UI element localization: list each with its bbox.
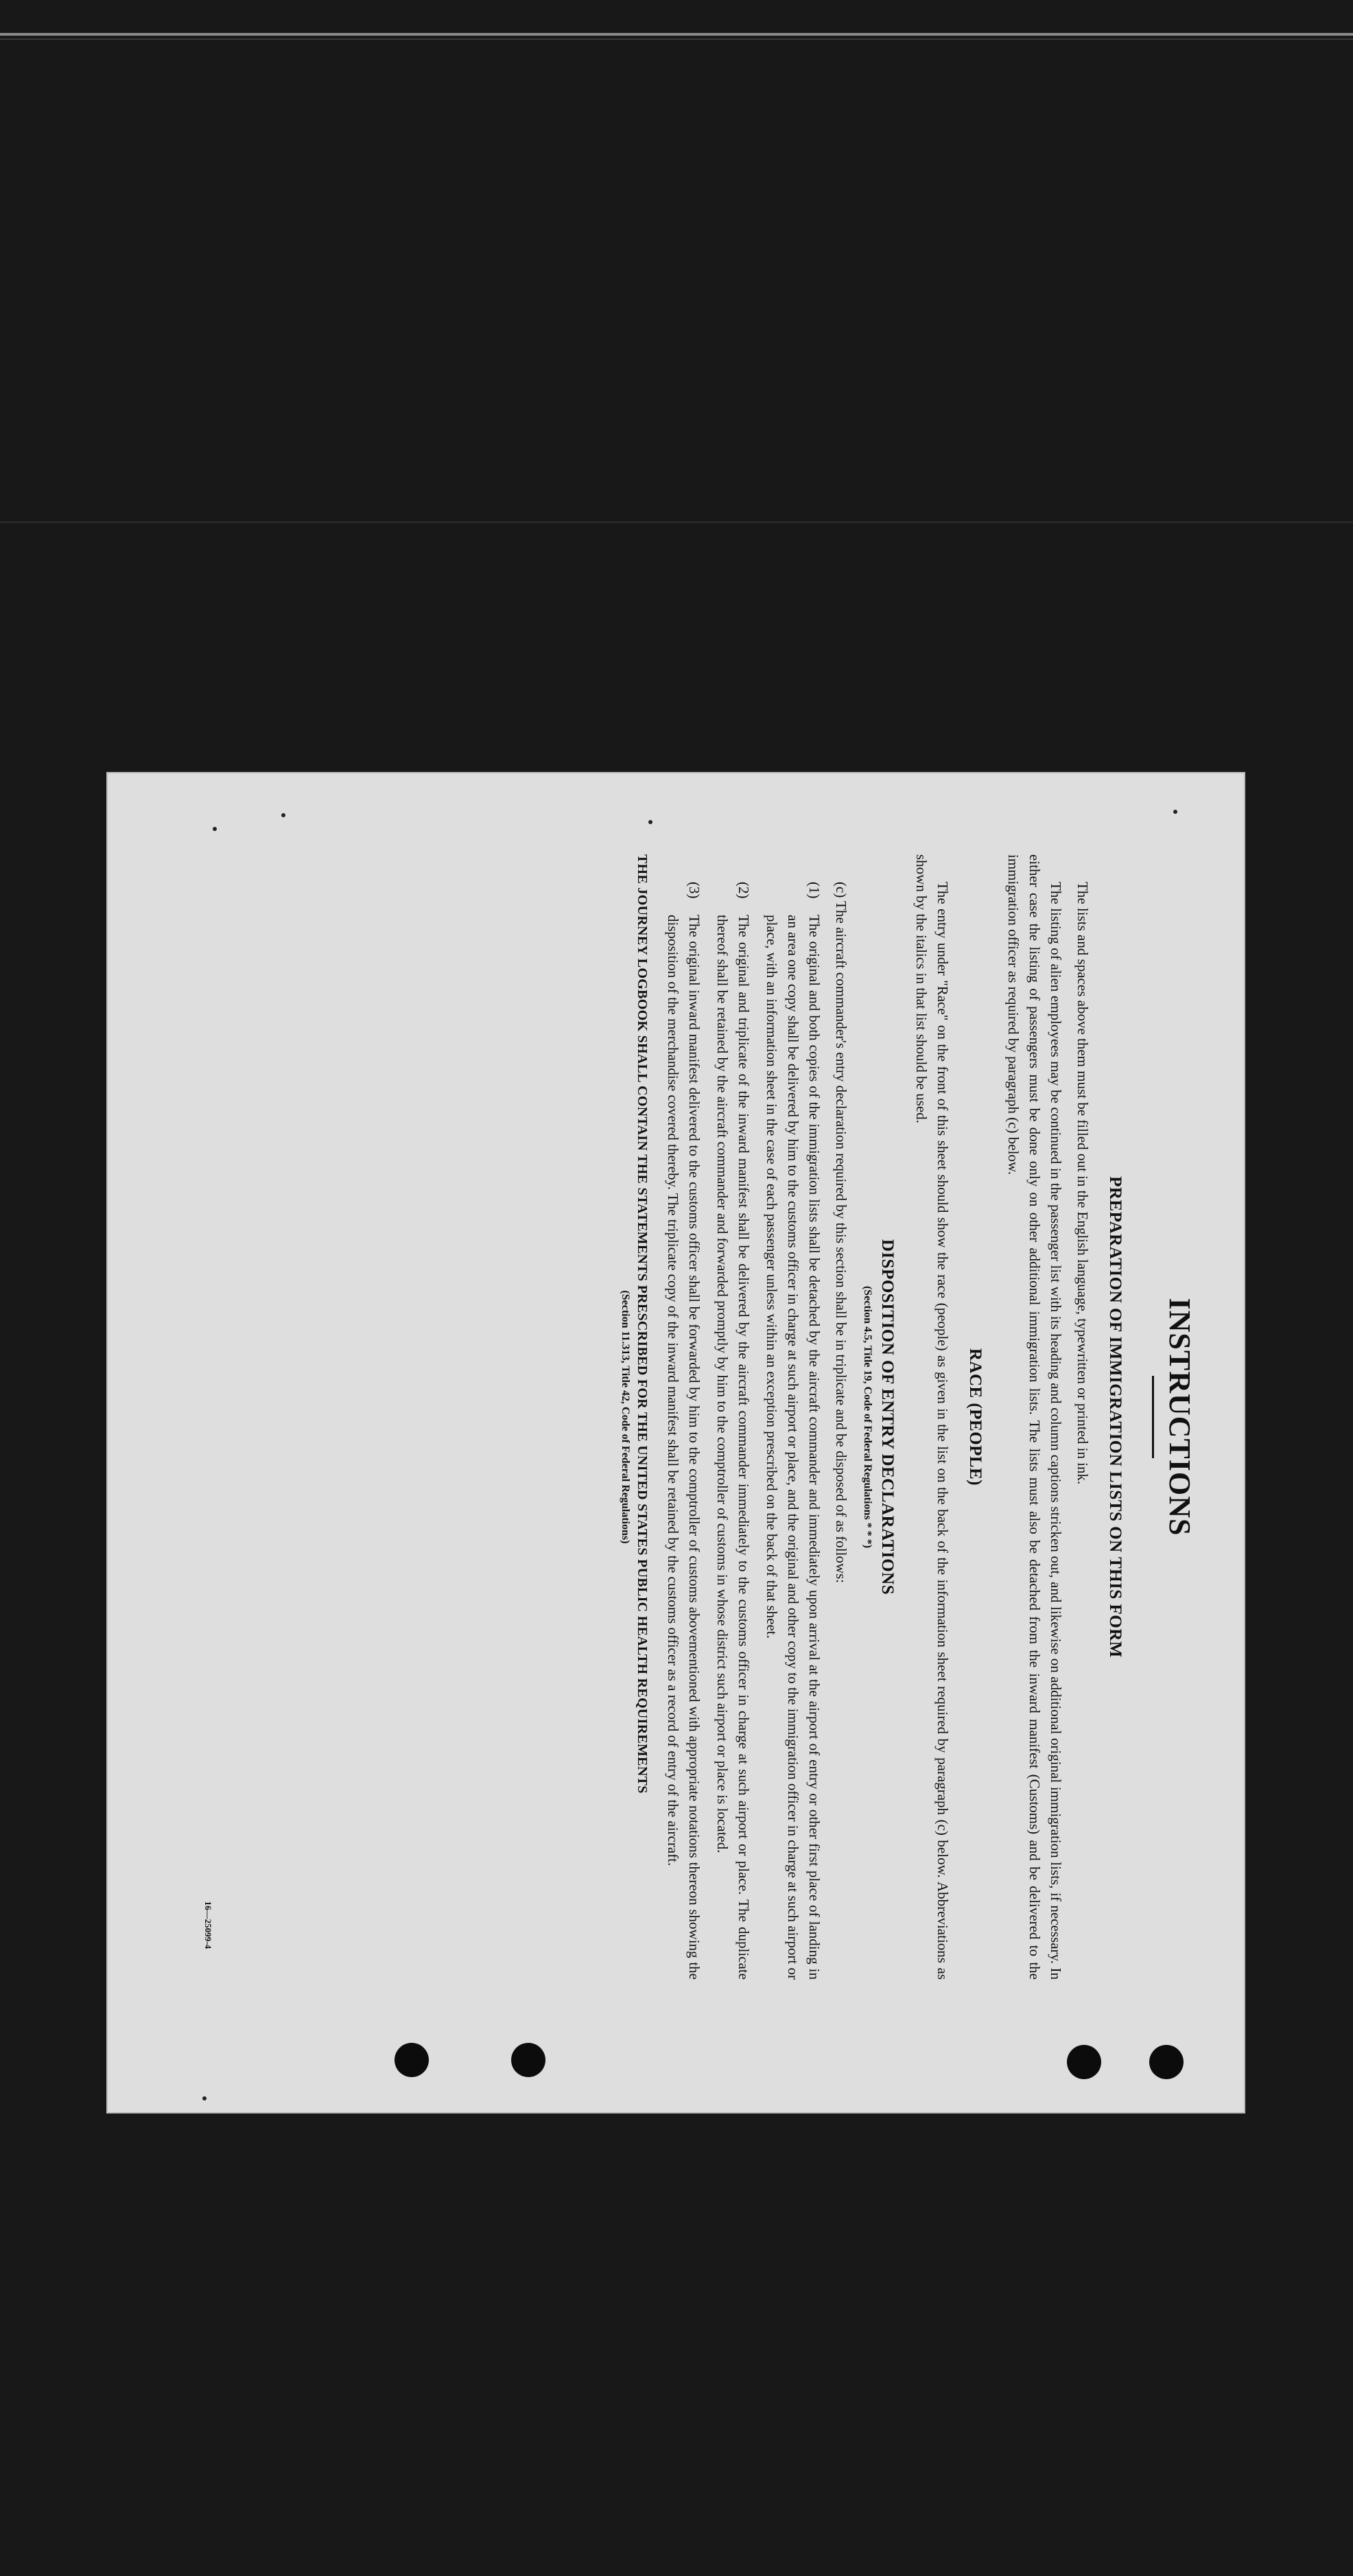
item-number: (1): [806, 882, 823, 899]
film-scratch-line: [0, 522, 1353, 523]
list-item: [711, 882, 754, 1980]
instructions-body: [619, 854, 1197, 1980]
item-text: The original and triplicate of the inward manifest shall be delivered by the aircraft commander immediately to the customs officer in charge at such airport or place. The duplicate thereof shall be retained by the aircraft commander and forwarded promptly by him to the comptroller of customs in whose district such airport or place is located.: [714, 915, 752, 1980]
rotated-page-content: [106, 772, 1245, 2114]
title-underline: [1152, 1376, 1154, 1458]
preparation-heading: PREPARATION OF IMMIGRATION LISTS ON THIS FORM: [1106, 1176, 1125, 1658]
film-edge-shadow: [0, 38, 1353, 40]
list-item: [761, 882, 825, 1980]
preparation-paragraph-1: The lists and spaces above them must be filled out in the English language, typewritten or printed in ink.: [1074, 882, 1091, 1485]
form-number: 16—25099-4: [203, 1901, 213, 1949]
journey-citation: (Section 11.313, Title 42, Code of Federal Regulations): [620, 1290, 631, 1544]
item-text: The original inward manifest delivered to the customs officer shall be forwarded by him to the comptroller of customs abovementioned with appropriate notations thereon showing the disposition of the merchandise covered thereby. The triplicate copy of the inward manifest shall be retained by the customs officer as a record of entry of the aircraft.: [665, 915, 703, 1980]
disposition-heading: DISPOSITION OF ENTRY DECLARATIONS: [878, 1239, 897, 1595]
journey-logbook-statement: THE JOURNEY LOGBOOK SHALL CONTAIN THE STATEMENTS PRESCRIBED FOR THE UNITED STATES PUBLIC HEALTH REQUIREMENTS: [635, 854, 650, 1794]
race-paragraph: The entry under "Race" on the front of this sheet should show the race (people) as given in the list on the back of the information sheet required by paragraph (c) below. Abbreviations as shown by the italics in that list should be used.: [913, 854, 951, 1980]
film-edge: [0, 33, 1353, 36]
list-item: [662, 882, 705, 1980]
item-text: The original and both copies of the immigration lists shall be detached by the aircraft commander and immediately upon arrival at the airport of entry or other first place of landing in an area one copy shall be delivered by him to the customs officer in charge at such airport or place, and the original and other copy to the immigration officer in charge at such airport or place, with an information sheet in the case of each passenger unless within an exception prescribed on the back of that sheet.: [764, 915, 823, 1980]
disposition-citation: (Section 4.5, Title 19, Code of Federal Regulations * * *): [862, 1285, 873, 1549]
item-number: (2): [736, 882, 752, 899]
preparation-paragraph-2: The listing of alien employees may be continued in the passenger list with its heading and column captions stricken out, and likewise on additional original immigration lists, if necessary. In either case the listing of passengers must be done only on other additional immigration lists. The lists must also be detached from the inward manifest (Customs) and be delivered to the immigration officer as required by paragraph (c) below.: [1005, 854, 1064, 1980]
race-heading: RACE (PEOPLE): [966, 1348, 985, 1486]
item-number: (3): [686, 882, 703, 899]
document-page: [106, 772, 1245, 2114]
page-title: INSTRUCTIONS: [1163, 1298, 1197, 1536]
disposition-intro: (c) The aircraft commander's entry declaration required by this section shall be in triplicate and be disposed of as follows:: [833, 882, 849, 1584]
